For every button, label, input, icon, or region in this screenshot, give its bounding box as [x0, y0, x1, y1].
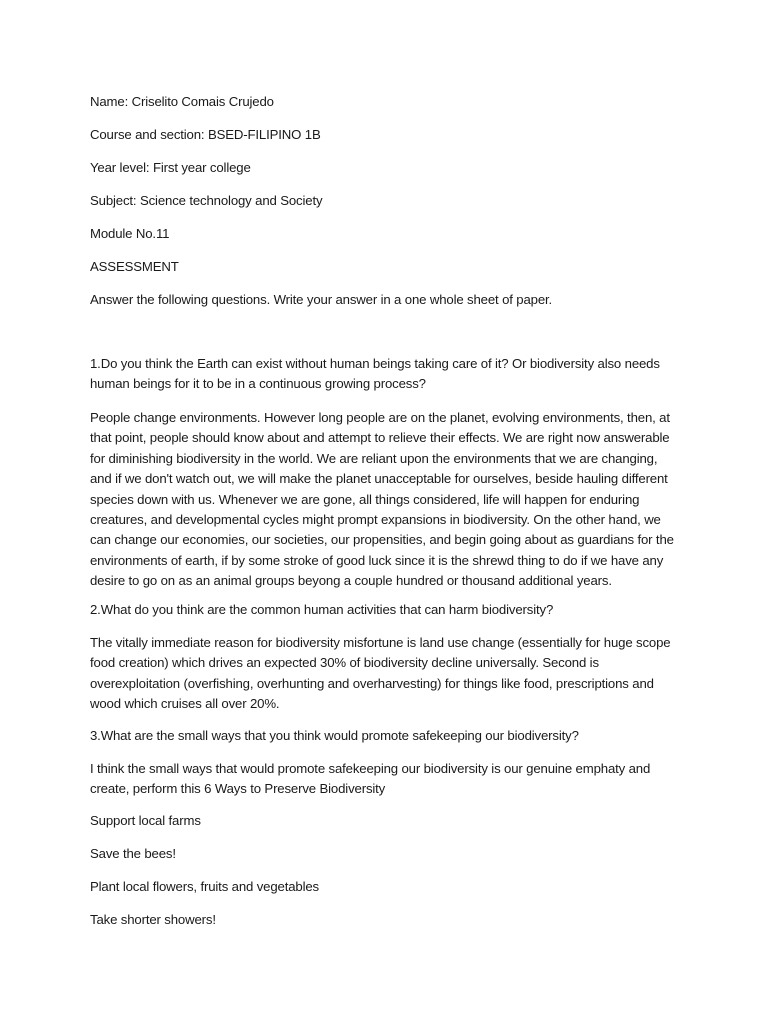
answer-1-line: environments of earth, if by some stroke of good luck since it is the shrewd thing to do if we have any — [90, 552, 664, 568]
question-1 — [90, 354, 660, 395]
answer-1-line: and if we don't watch out, we will make the planet unacceptable for ourselves, beside hauling different — [90, 471, 668, 487]
module-number: Module No.11 — [90, 226, 170, 241]
question-1-line: 1.Do you think the Earth can exist without human beings taking care of it? Or biodiversity also needs — [90, 356, 660, 371]
answer-1 — [90, 408, 674, 592]
way-item: Plant local flowers, fruits and vegetables — [90, 879, 320, 894]
answer-1-line: that point, people should know about and attempt to relieve their effects. We are right now answerable — [90, 430, 670, 446]
answer-2-line: The vitally immediate reason for biodiversity misfortune is land use change (essentially for huge scope — [90, 635, 671, 650]
answer-2 — [90, 633, 671, 715]
subject: Subject: Science technology and Society — [90, 193, 323, 208]
year-level: Year level: First year college — [90, 160, 251, 175]
assessment-title: ASSESSMENT — [90, 259, 179, 274]
answer-1-line: People change environments. However long people are on the planet, evolving environments, then, at — [90, 410, 670, 425]
answer-2-line: wood which cruises all over 20%. — [90, 696, 280, 712]
way-item: Support local farms — [90, 813, 201, 828]
way-item: Save the bees! — [90, 846, 176, 861]
student-name: Name: Criselito Comais Crujedo — [90, 94, 274, 109]
answer-1-line: species down with us. Whenever we are gone, all things considered, life will happen for enduring — [90, 491, 640, 507]
instructions: Answer the following questions. Write your answer in a one whole sheet of paper. — [90, 292, 553, 307]
answer-3-line: I think the small ways that would promote safekeeping our biodiversity is our genuine emphaty and — [90, 761, 651, 776]
answer-3 — [90, 759, 660, 800]
answer-1-line: for diminishing biodiversity in the world. We are reliant upon the environments that we are changing, — [90, 450, 658, 466]
answer-1-line: creatures, and developmental cycles might prompt expansions in biodiversity. On the other hand, we — [90, 512, 661, 528]
question-3: 3.What are the small ways that you think would promote safekeeping our biodiversity? — [90, 728, 579, 743]
question-1-line: human beings for it to be in a continuous growing process? — [90, 376, 426, 392]
answer-3-line: create, perform this 6 Ways to Preserve Biodiversity — [90, 781, 386, 797]
question-2: 2.What do you think are the common human activities that can harm biodiversity? — [90, 602, 554, 617]
answer-2-line: food creation) which drives an expected 30% of biodiversity decline universally. Second is — [90, 655, 599, 671]
answer-1-line: desire to go on as an animal groups beyong a couple hundred or thousand additional years. — [90, 573, 612, 589]
course-section: Course and section: BSED-FILIPINO 1B — [90, 127, 321, 142]
answer-1-line: can change our economies, our societies, our propensities, and begin going about as guardians for the — [90, 532, 674, 548]
way-item: Take shorter showers! — [90, 912, 216, 927]
answer-2-line: overexploitation (overfishing, overhunting and overharvesting) for things like food, prescriptions and — [90, 675, 654, 691]
